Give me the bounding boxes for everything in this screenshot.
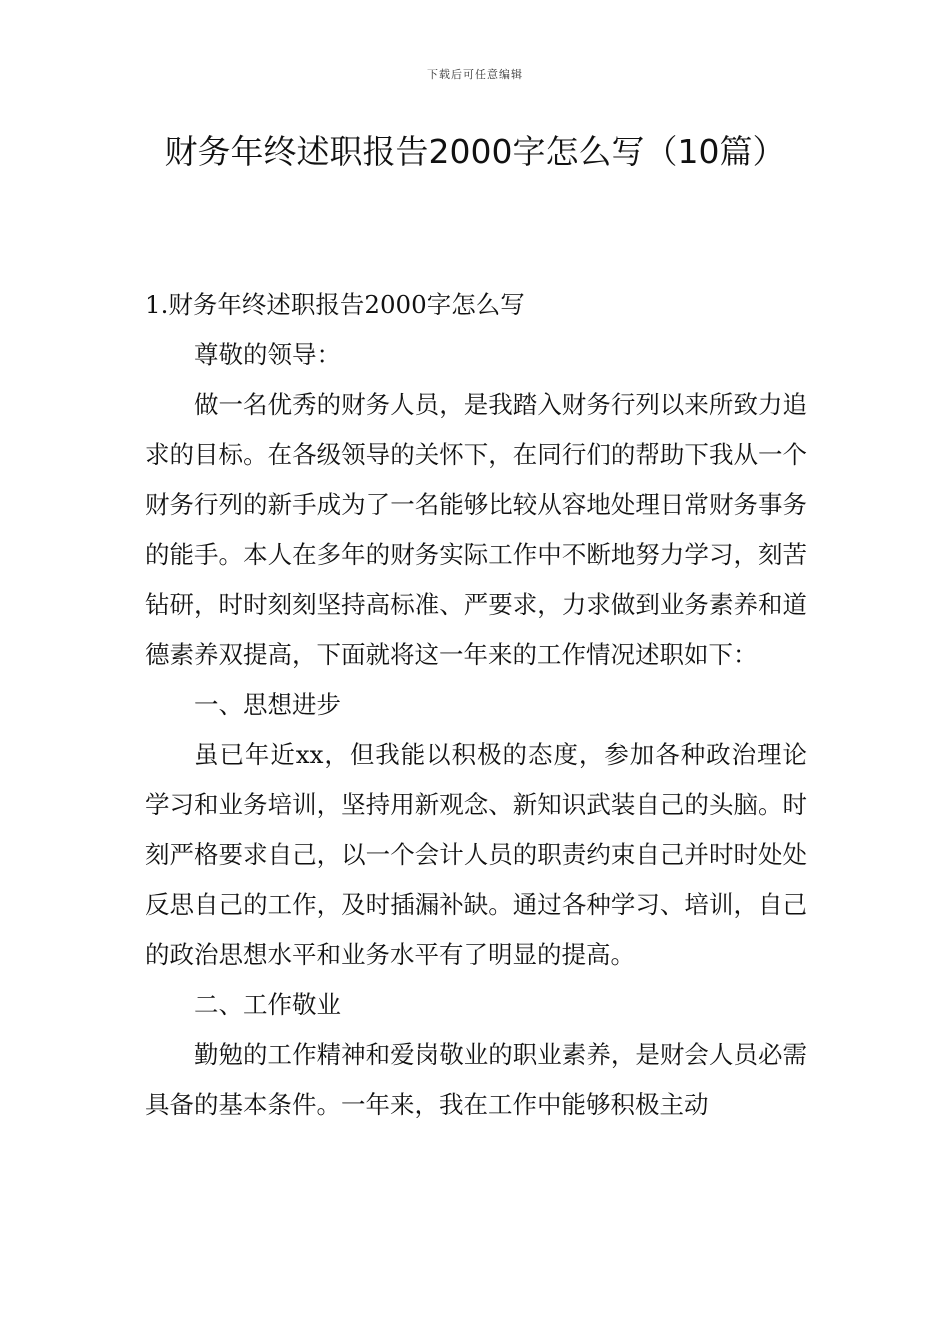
header-note: 下载后可任意编辑 xyxy=(427,68,523,81)
subheading-work-dedication: 二、工作敬业 xyxy=(194,990,341,1019)
subheading-thought-progress: 一、思想进步 xyxy=(194,690,341,719)
paragraph-thought-progress: 虽已年近xx，但我能以积极的态度，参加各种政治理论学习和业务培训，坚持用新观念、新知识武装自己的头脑。时刻严格要求自己，以一个会计人员的职责约束自己并时时处处反思自己的工作，及时插漏补缺。通过各种学习、培训，自己的政治思想水平和业务水平有了明显的提高。 xyxy=(145,740,807,969)
document-body xyxy=(145,280,807,1130)
section-heading: 1.财务年终述职报告2000字怎么写 xyxy=(145,290,525,319)
salutation: 尊敬的领导： xyxy=(194,340,341,369)
document-title: 财务年终述职报告2000字怎么写（10篇） xyxy=(164,132,786,171)
paragraph-work-dedication: 勤勉的工作精神和爱岗敬业的职业素养，是财会人员必需具备的基本条件。一年来，我在工作中能够积极主动 xyxy=(145,1040,807,1119)
intro-paragraph: 做一名优秀的财务人员，是我踏入财务行列以来所致力追求的目标。在各级领导的关怀下，在同行们的帮助下我从一个财务行列的新手成为了一名能够比较从容地处理日常财务事务的能手。本人在多年的财务实际工作中不断地努力学习，刻苦钻研，时时刻刻坚持高标准、严要求，力求做到业务素养和道德素养双提高，下面就将这一年来的工作情况述职如下： xyxy=(145,390,807,669)
